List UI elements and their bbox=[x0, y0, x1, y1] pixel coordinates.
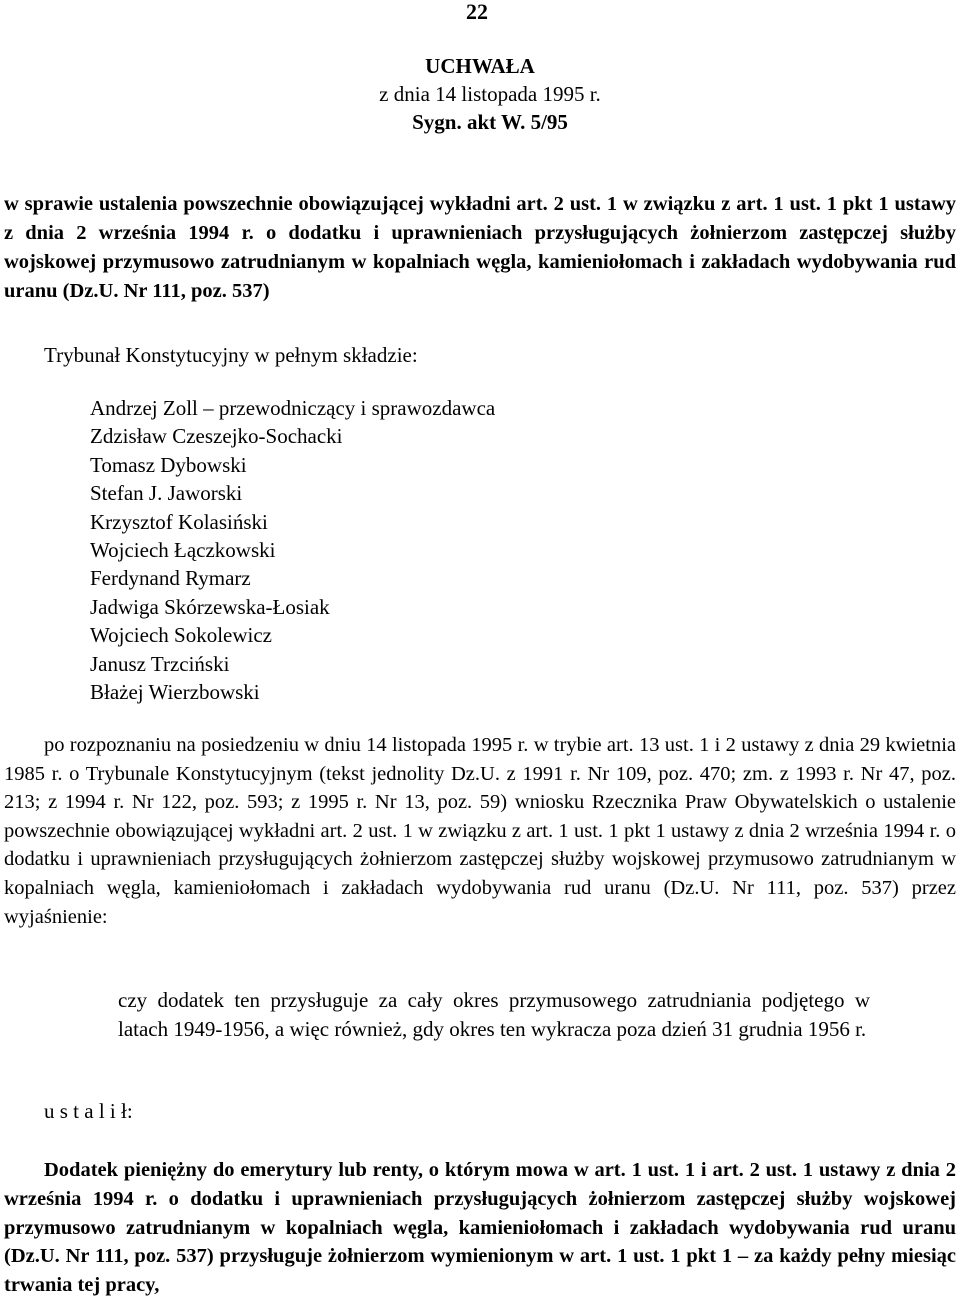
document-title: UCHWAŁA bbox=[425, 54, 535, 78]
judge-item: Andrzej Zoll – przewodniczący i sprawozdawca bbox=[90, 396, 496, 420]
judge-item: Stefan J. Jaworski bbox=[90, 481, 243, 506]
judge-item: Tomasz Dybowski bbox=[90, 452, 247, 477]
judge-item: Błażej Wierzbowski bbox=[90, 679, 260, 704]
judges-list bbox=[90, 394, 495, 706]
judge-item: Zdzisław Czeszejko-Sochacki bbox=[90, 424, 343, 449]
judge-item: Wojciech Sokolewicz bbox=[90, 623, 272, 648]
judge-item: Janusz Trzciński bbox=[90, 651, 230, 676]
judge-item: Jadwiga Skórzewska-Łosiak bbox=[90, 594, 330, 619]
resolved-label: u s t a l i ł: bbox=[44, 1099, 133, 1123]
judge-item: Krzysztof Kolasiński bbox=[90, 509, 268, 534]
judge-item: Wojciech Łączkowski bbox=[90, 537, 276, 562]
ruling-paragraph: Dodatek pieniężny do emerytury lub renty, o którym mowa w art. 1 ust. 1 i art. 2 ust. 1 ustawy z dnia 2 września 1994 r. o dodatku i uprawnieniach przysługujących żołnierzom zastępczej służby wojskowej przymusowo zatrudnianym w kopalniach węgla, kamieniołomach i zakładach wydobywania rud uranu (Dz.U. Nr 111, poz. 537) przysługuje żołnierzom wymienionym w art. 1 ust. 1 pkt 1 – za każdy pełny miesiąc trwania tej pracy, bbox=[4, 1159, 956, 1297]
court-composition-intro: Trybunał Konstytucyjny w pełnym składzie: bbox=[44, 343, 418, 367]
case-signature: Sygn. akt W. 5/95 bbox=[412, 110, 568, 134]
judge-item: Ferdynand Rymarz bbox=[90, 566, 251, 591]
question-paragraph: czy dodatek ten przysługuje za cały okres przymusowego zatrudniania podjętego w latach 1949-1956, a więc również, gdy okres ten wykracza poza dzień 31 grudnia 1956 r. bbox=[118, 988, 870, 1041]
subject-paragraph: w sprawie ustalenia powszechnie obowiązującej wykładni art. 2 ust. 1 w związku z art. 1 ust. 1 pkt 1 ustawy z dnia 2 września 1994 r. o dodatku i uprawnieniach przysługujących żołnierzom zastępczej służby wojskowej przymusowo zatrudnianym w kopalniach węgla, kamieniołomach i zakładach wydobywania rud uranu (Dz.U. Nr 111, poz. 537) bbox=[4, 193, 956, 302]
page-number: 22 bbox=[466, 0, 488, 24]
document-date: z dnia 14 listopada 1995 r. bbox=[379, 82, 601, 106]
consideration-paragraph bbox=[4, 731, 956, 931]
consideration-text: po rozpoznaniu na posiedzeniu w dniu 14 listopada 1995 r. w trybie art. 13 ust. 1 i 2 ustawy z dnia 29 kwietnia 1985 r. o Trybunale Konstytucyjnym (tekst jednolity Dz.U. z 1991 r. Nr 109, poz. 470; zm. z 1993 r. Nr 47, poz. 213; z 1994 r. Nr 122, poz. 593; z 1995 r. Nr 13, poz. 59) wniosku Rzecznika Praw Obywatelskich o ustalenie powszechnie obowiązującej wykładni art. 2 ust. 1 w związku z art. 1 ust. 1 pkt 1 ustawy z dnia 2 września 1994 r. o dodatku i uprawnieniach przysługujących żołnierzom zastępczej służby wojskowej przymusowo zatrudnianym w kopalniach węgla, kamieniołomach i zakładach wydobywania rud uranu (Dz.U. Nr 111, poz. 537) przez wyjaśnienie: bbox=[4, 734, 956, 928]
